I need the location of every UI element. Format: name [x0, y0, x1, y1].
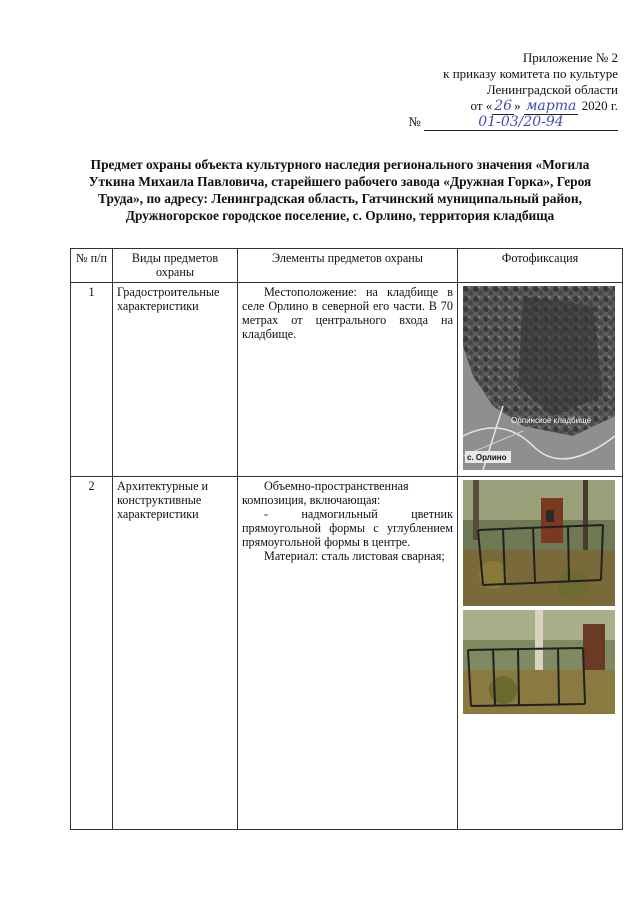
- appendix-number: Приложение № 2: [522, 50, 618, 65]
- aerial-photo: [463, 286, 615, 470]
- table-row: [71, 283, 623, 477]
- row-kind: Архитектурные и конструктивные характеристики: [113, 477, 238, 830]
- row-elements: [238, 477, 458, 830]
- table-row: [71, 477, 623, 830]
- row-elements: Местоположение: на кладбище в селе Орлино в северной его части. В 70 метрах от центрального входа на кладбище.: [238, 283, 458, 477]
- header-elements: Элементы предметов охраны: [238, 249, 458, 283]
- order-number: № 01-03/20-94: [378, 114, 618, 131]
- composition-text: Объемно-пространственная композиция, включающая:: [242, 479, 409, 507]
- table-header-row: [71, 249, 623, 283]
- header-kind: Виды предметов охраны: [113, 249, 238, 283]
- order-line-2: Ленинградской области: [486, 82, 618, 97]
- document-title: Предмет охраны объекта культурного наследия регионального значения «Могила Уткина Михаила Павловича, старейшего рабочего завода «Дружная Горка», Героя Труда», по адресу: Ленинградская область, Гатчинский муниципальный район, Дружногорское городское поселение, с. Орлино, территория кладбища: [88, 157, 592, 223]
- material-text: Материал: сталь листовая сварная;: [264, 549, 445, 563]
- flowerbed-text: - надмогильный цветник прямоугольной формы с углублением прямоугольной формы в центре.: [242, 507, 453, 549]
- header-num: № п/п: [71, 249, 113, 283]
- protection-subject-table: [70, 248, 623, 830]
- row-num: 2: [71, 477, 113, 830]
- order-date: от « 26 » марта 2020 г.: [470, 98, 618, 114]
- row-num: 1: [71, 283, 113, 477]
- row-photo: [458, 283, 623, 477]
- row-kind: Градостроительные характеристики: [113, 283, 238, 477]
- order-year: 2020 г.: [581, 98, 618, 113]
- handwritten-month: марта: [525, 98, 577, 114]
- handwritten-number: 01-03/20-94: [424, 114, 618, 131]
- header-photo: Фотофиксация: [458, 249, 623, 283]
- grave-photo-1: [463, 480, 615, 606]
- grave-photo-2: [463, 610, 615, 714]
- aerial-label-cemetery: Орлинское кладбище: [511, 416, 592, 425]
- order-line-1: к приказу комитета по культуре: [443, 66, 618, 81]
- aerial-label-village: с. Орлино: [467, 453, 507, 462]
- appendix-header: [378, 50, 618, 131]
- row-photo: [458, 477, 623, 830]
- handwritten-day: 26: [494, 98, 513, 114]
